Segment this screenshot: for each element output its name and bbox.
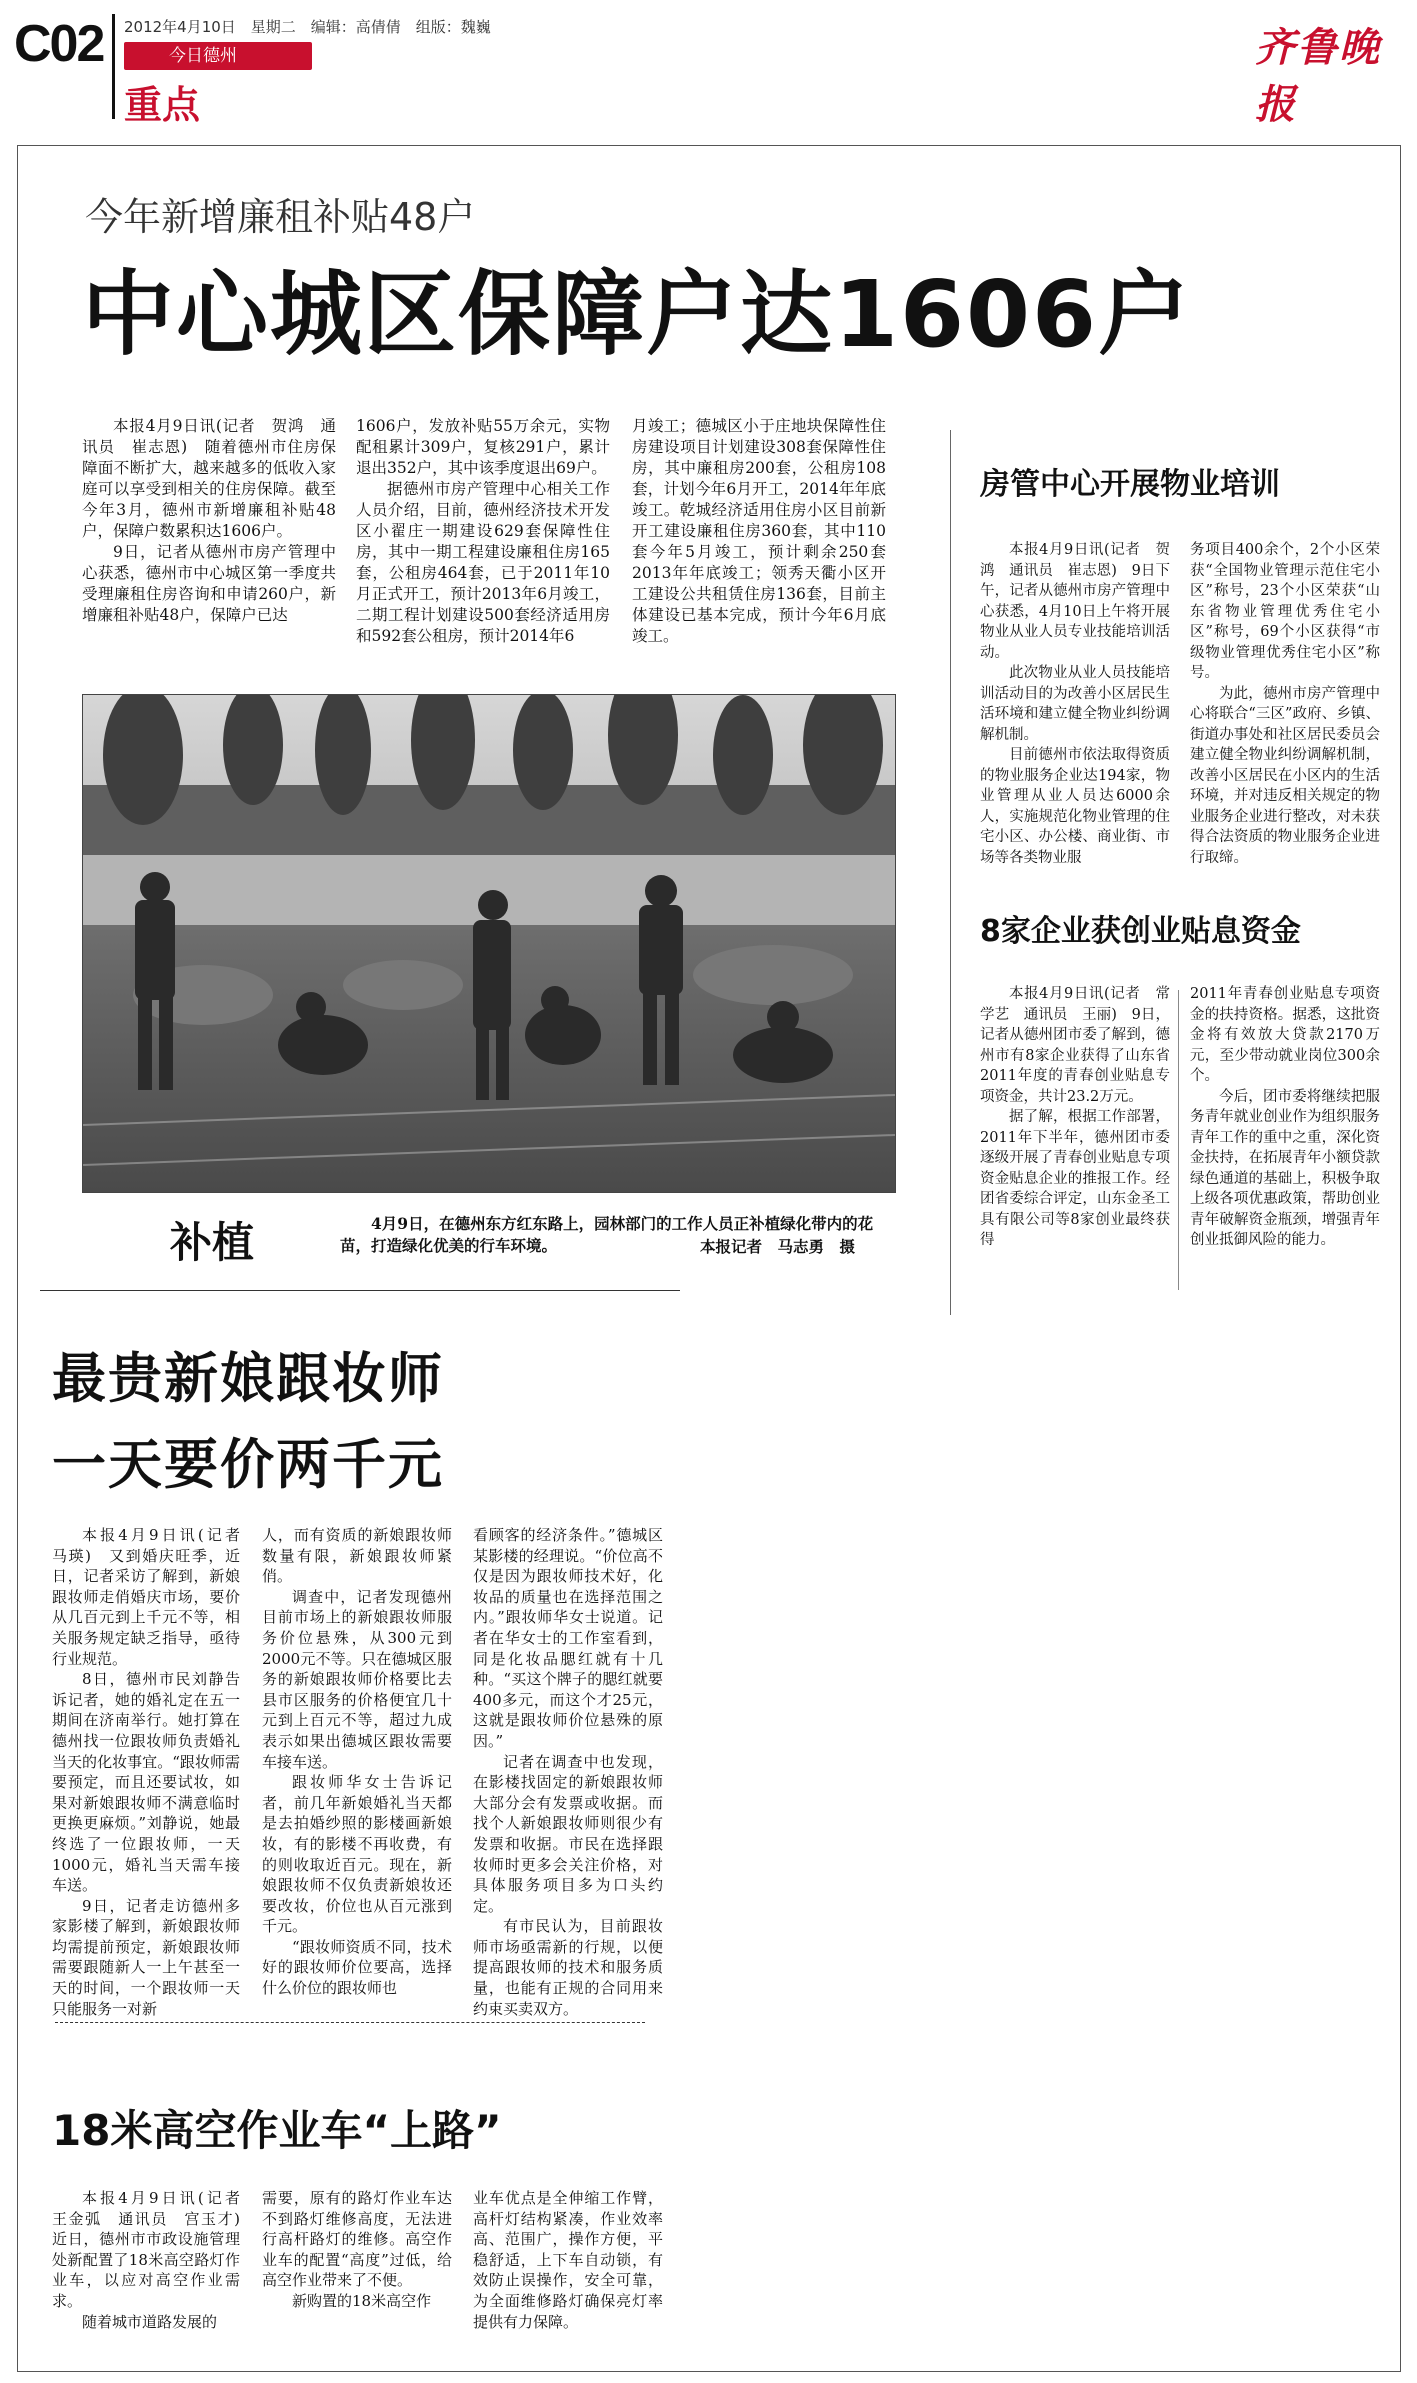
paragraph: 务项目400余个，2个小区荣获“全国物业管理示范住宅小区”称号，23个小区荣获“山东省物业管理优秀住宅小区”称号，69个小区获得“市级物业管理优秀住宅小区”称号。	[1190, 542, 1380, 681]
paragraph: 本报4月9日讯(记者 贺鸿 通讯员 崔志恩) 9日下午，记者从德州市房产管理中心获悉，4月10日上午将开展物业从业人员专业技能培训活动。	[980, 542, 1170, 661]
paragraph: 本报4月9日讯(记者 马瑛) 又到婚庆旺季，近日，记者采访了解到，新娘跟妆师走俏婚庆市场，要价从几百元到上千元不等，相关服务规定缺乏指导，亟待行业规范。	[52, 1526, 256, 1668]
article3-headline: 8家企业获创业贴息资金	[980, 914, 1301, 949]
paragraph: 月竣工；德城区小于庄地块保障性住房建设项目计划建设308套保障性住房，其中廉租房200套，公租房108套，计划今年6月开工，2014年年底竣工。乾城经济适用住房小区目前新开工建设廉租住房360套，其中110套今年5月竣工，预计剩余250套2013年年底竣工；领秀天衢小区开工建设公共租赁住房136套，目前主体建设已基本完成，预计今年6月底竣工。	[632, 417, 886, 645]
paragraph: 跟妆师华女士告诉记者，前几年新娘婚礼当天都是去拍婚纱照的影楼画新娘妆，有的影楼不再收费，有的则收取近百元。现在，新娘跟妆师不仅负责新娘妆还要改妆，价位也从百元涨到千元。	[262, 1773, 452, 1936]
date-line: 2012年4月10日 星期二 编辑：高倩倩 组版：魏巍	[124, 18, 491, 36]
column-rule	[1178, 990, 1179, 1290]
paragraph: 记者在调查中也发现，在影楼找固定的新娘跟妆师大部分会有发票或收据。而找个人新娘跟妆师则很少有发票和收据。市民在选择跟妆师时更多会关注价格，对具体服务项目多为口头约定。	[473, 1752, 663, 1915]
photo-label: 补植	[170, 1218, 255, 1267]
paragraph: 人，而有资质的新娘跟妆师数量有限，新娘跟妆师紧俏。	[262, 1526, 452, 1586]
article1-col2	[356, 416, 610, 647]
photo-caption: 4月9日，在德州东方红东路上，园林部门的工作人员正补植绿化带内的花苗，打造绿化优美的行车环境。	[340, 1214, 874, 1255]
section-separator	[55, 2022, 645, 2023]
masthead-logo: 齐鲁晚报	[1255, 24, 1381, 128]
section-separator	[40, 1290, 680, 1291]
article2-headline: 房管中心开展物业培训	[980, 467, 1280, 502]
article1-headline: 中心城区保障户达1606户	[82, 261, 1193, 368]
paragraph: 调查中，记者发现德州目前市场上的新娘跟妆师服务价位悬殊，从300元到2000元不等。只在德城区服务的新娘跟妆师价格要比去县市区服务的价格便宜几十元到上百元不等，超过九成表示如果出德城区跟妆需要车接车送。	[262, 1587, 452, 1771]
paragraph: 随着城市道路发展的	[82, 2312, 218, 2331]
paragraph: 2011年青春创业贴息专项资金的扶持资格。据悉，这批资金将有效放大贷款2170万元，至少带动就业岗位300余个。	[1190, 986, 1380, 1084]
article4-col3	[473, 1525, 663, 2019]
article5-headline: 18米高空作业车“上路”	[52, 2106, 502, 2155]
paragraph: 1606户，发放补贴55万余元，实物配租累计309户，复核291户，累计退出352户，其中该季度退出69户。	[356, 417, 610, 477]
paragraph: 本报4月9日讯(记者 常学艺 通讯员 王丽) 9日，记者从德州团市委了解到，德州市有8家企业获得了山东省2011年度的青春创业贴息专项资金，共计23.2万元。	[980, 986, 1170, 1105]
paragraph: 业车优点是全伸缩工作臂，高杆灯结构紧凑，作业效率高、范围广，操作方便，平稳舒适，上下车自动锁，有效防止误操作，安全可靠，为全面维修路灯确保亮灯率提供有力保障。	[473, 2189, 663, 2331]
article1-col3	[632, 416, 886, 647]
column-rule	[950, 430, 951, 1315]
article5-col1	[52, 2188, 256, 2332]
paragraph: 本报4月9日讯(记者 贺鸿 通讯员 崔志恩) 随着德州市住房保障面不断扩大，越来越多的低收入家庭可以享受到相关的住房保障。截至今年3月，德州市新增廉租补贴48户，保障户数累积达1606户。	[82, 417, 336, 540]
paragraph: 8日，德州市民刘静告诉记者，她的婚礼定在五一期间在济南举行。她打算在德州找一位跟妆师负责婚礼当天的化妆事宜。“跟妆师需要预定，而且还要试妆，如果对新娘跟妆师不满意临时更换更麻烦。”刘静说，她最终选了一位跟妆师，一天1000元，婚礼当天需车接车送。	[52, 1670, 240, 1895]
paragraph: 有市民认为，目前跟妆师市场亟需新的行规，以便提高跟妆师的技术和服务质量，也能有正规的合同用来约束买卖双方。	[473, 1917, 663, 2018]
paragraph: 据德州市房产管理中心相关工作人员介绍，目前，德州经济技术开发区小翟庄一期建设629套保障性住房，其中一期工程建设廉租住房165套，公租房464套，已于2011年10月正式开工，预计2013年6月竣工，二期工程计划建设500套经济适用房和592套公租房，预计2014年6	[356, 480, 610, 645]
paragraph: 目前德州市依法取得资质的物业服务企业达194家，物业管理从业人员达6000余人，实施规范化物业管理的住宅小区、办公楼、商业街、市场等各类物业服	[980, 747, 1170, 866]
paragraph: 今后，团市委将继续把服务青年就业创业作为组织服务青年工作的重中之重，深化资金扶持，在拓展青年小额贷款绿色通道的基础上，积极争取上级各项优惠政策，帮助创业青年破解资金瓶颈，增强青年创业抵御风险的能力。	[1190, 1088, 1380, 1248]
photo-planting-workers	[82, 694, 896, 1193]
header-divider	[112, 14, 115, 119]
paragraph: 此次物业从业人员技能培训活动目的为改善小区居民生活环境和建立健全物业纠纷调解机制。	[980, 665, 1170, 743]
paragraph: 需要，原有的路灯作业车达不到路灯维修高度，无法进行高杆路灯的维修。高空作业车的配置“高度”过低，给高空作业带来了不便。	[262, 2189, 452, 2290]
article5-col3	[473, 2188, 663, 2332]
paragraph: 看顾客的经济条件。”德城区某影楼的经理说。“价位高不仅是因为跟妆师技术好，化妆品的质量也在选择范围之内。”跟妆师华女士说道。记者在华女士的工作室看到，同是化妆品腮红就有十几种。“买这个牌子的腮红就要400多元，而这个才25元，这就是跟妆师价位悬殊的原因。”	[473, 1526, 663, 1750]
paragraph: 据了解，根据工作部署，2011年下半年，德州团市委逐级开展了青春创业贴息专项资金贴息企业的推报工作。经团省委综合评定，山东金圣工具有限公司等8家创业最终获得	[980, 1109, 1170, 1248]
paragraph: 9日，记者从德州市房产管理中心获悉，德州市中心城区第一季度共受理廉租住房咨询和申请260户，新增廉租补贴48户，保障户已达	[82, 543, 336, 624]
article4-col2	[262, 1525, 452, 1999]
paragraph: 为此，德州市房产管理中心将联合“三区”政府、乡镇、街道办事处和社区居民委员会建立健全物业纠纷调解机制，改善小区居民在小区内的生活环境，并对违反相关规定的物业服务企业进行整改，对未获得合法资质的物业服务企业进行取缔。	[1190, 685, 1380, 866]
section-tag: 今日德州	[124, 42, 312, 70]
article2-col1	[980, 540, 1170, 868]
section-title: 重点	[124, 83, 201, 127]
article4-headline-line2: 一天要价两千元	[52, 1433, 444, 1496]
article4-col1	[52, 1525, 256, 2019]
article2-col2	[1190, 540, 1380, 868]
article1-kicker: 今年新增廉租补贴48户	[85, 195, 476, 239]
article3-col1	[980, 984, 1170, 1251]
article3-col2	[1190, 984, 1380, 1251]
page-number: C02	[14, 15, 104, 73]
paragraph: 9日，记者走访德州多家影楼了解到，新娘跟妆师均需提前预定，新娘跟妆师需要跟随新人一上午甚至一天的时间，一个跟妆师一天只能服务一对新	[52, 1896, 240, 2018]
article5-col2	[262, 2188, 452, 2312]
article4-headline-line1: 最贵新娘跟妆师	[52, 1347, 444, 1410]
paragraph: 新购置的18米高空作	[292, 2291, 432, 2310]
photo-illustration	[83, 695, 895, 1192]
paragraph: 本报4月9日讯(记者 王金弧 通讯员 宫玉才) 近日，德州市市政设施管理处新配置了18米高空路灯作业车，以应对高空作业需求。	[52, 2189, 256, 2310]
photo-credit: 本报记者 马志勇 摄	[700, 1237, 856, 1256]
paragraph: “跟妆师资质不同，技术好的跟妆师价位要高，选择什么价位的跟妆师也	[262, 1937, 452, 1998]
article1-col1	[82, 416, 336, 626]
